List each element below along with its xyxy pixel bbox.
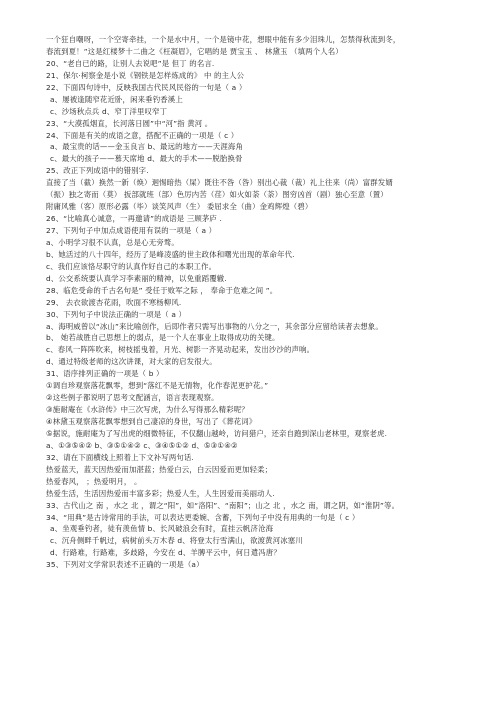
text-line: 28、临危受命的千古名句是” 受任于败军之际 ， 奉命于危难之间 ”。 bbox=[46, 285, 278, 295]
text-line: 32、请在下面横线上照着上下文补写两句话. bbox=[46, 452, 194, 462]
text-line: ⑤据说，施耐庵为了写出虎的细微特征，不仅翻山越岭，访问猎户，还亲自跑到深山老林里，观察老虎. bbox=[46, 428, 388, 438]
text-line: b、她活过的八十四年，经历了是峰凌盛的世主政体和曙光出现的革命年代. bbox=[46, 249, 295, 259]
text-line: d、公交系统要认真学习李素丽的精神，以免重蹈覆辙. bbox=[46, 273, 227, 283]
text-line: 33、古代山之 南 ，水之 北 ，谓之“阳”，如“洛阳”、“南阳”；山之 北 ，水之 南，谓之阴，如“淮阴”等。 bbox=[46, 500, 400, 510]
text-line: c、沙场秋点兵 d、窄丁洋里叹窄丁 bbox=[50, 106, 168, 116]
text-line: 直接了当（截）换然一新（焕）迴惕暗热（屎）既往不咎（咎）别出心裁（裁）礼上往来（尚）富群发婿 bbox=[46, 178, 393, 188]
text-line: （振）独之寄而（莫） 扳部就班（部）色厉内苦（荏）如火如荼（荼）图穷凶首（剧）独心至意（置） bbox=[46, 190, 388, 200]
text-line: 热爱蓝天，蓝天因热爱而加湛蓝；热爱白云，白云因爱而更加轻柔； bbox=[46, 464, 273, 474]
text-line: 26、“比喻真心诚意，一再邀请”的成语是 三顾茅庐 . bbox=[46, 214, 222, 224]
text-line: 春流到夏！”这是红楼梦十二曲之《枉凝眉》，它唱的是 贾宝玉 、 林黛玉 （填两个人名） bbox=[46, 46, 343, 56]
text-line: 23、“大漠孤烟直，长河落日圆”中“河”指 黄河 。 bbox=[46, 118, 213, 128]
text-line: d、行路难，行路难，多歧路，今安在 d、羊膊平云中，何日遣冯唐？ bbox=[50, 548, 281, 558]
text-line: 22、下面四句诗中，反映我国古代民风民俗的一句是（ a ） bbox=[46, 82, 247, 92]
text-line: 34、“用典”是古诗常用的手法，可以表达更委婉、含蓄，下列句子中没有用典的一句是（ c ） bbox=[46, 512, 360, 522]
text-line: 27、下列句子中加点成语使用有误的一项是（ a ） bbox=[46, 226, 217, 235]
text-line: a、①③⑤④② b、③⑤①④② c、③④⑤①② d、⑤③①④② bbox=[46, 440, 238, 450]
text-line: 25、改正下列成语中的错别字. bbox=[46, 166, 149, 176]
text-line: ③施耐庵在《水浒传》中三次写虎，为什么写得那么精彩呢？ bbox=[46, 405, 249, 415]
text-line: 热爱生活，生活因热爱而丰富多彩；热爱人生，人生因爱而美丽动人. bbox=[46, 488, 275, 498]
text-line: b、 她若战胜自己思想上的弱点，是一个人在事业上取得成功的关键。 bbox=[46, 333, 280, 343]
text-line: 29、 去衣欲渡杏花雨，吹面不寒杨柳风. bbox=[46, 297, 182, 307]
text-line: 30、下列句子中说法正确的一项是（ a ） bbox=[46, 309, 187, 319]
text-line: ①调自珍观察落花飘零，想到“落红不是无情物，化作春泥更护花。” bbox=[46, 381, 269, 391]
text-line: c、最大的孩子——慕天席地 d、最大的手术——脱胎换骨 bbox=[50, 154, 243, 164]
text-line: 24、下面是有关的成语之意，搭配不正确的一项是（ c ） bbox=[46, 130, 239, 140]
text-line: a、小明学习很不认真，总是心无旁骛。 bbox=[46, 237, 179, 247]
text-line: a、坐观垂钓者，徒有羡鱼情 b、长风破浪会有时，直挂云帆济沧海 bbox=[50, 524, 274, 534]
text-line: 31、语序排列正确的一项是（ b ） bbox=[46, 369, 164, 379]
text-line: a、最宝贵的话——金玉良言 b、最远的地方——天涯海角 bbox=[50, 142, 243, 152]
text-line: c、沉舟侧畔千帆过，病树前头万木春 d、将登太行雪满山，欲渡黄河冰塞川 bbox=[50, 536, 303, 546]
text-line: 21、保尔·柯察金是小说《钢铁是怎样炼成的》 中 的主人公 bbox=[46, 70, 245, 80]
text-line: a、屡被逢随窄花近卧，闲来垂钓香溪上 bbox=[50, 94, 183, 104]
text-line: 20、“老自已的路，让别人去说吧”是 但丁 的名言. bbox=[46, 58, 215, 68]
text-line: ②这些例子都说明了思考文配涵言，语言表现观察。 bbox=[46, 393, 219, 403]
text-line: 热爱春风， ；热爱明月， 。 bbox=[46, 476, 142, 486]
text-line: c、春风一阵阵吹来，树枝摇曳着，月光、树影一齐晃动起来，发出沙沙的声响。 bbox=[46, 345, 315, 355]
text-line: 一个狂自嘲呀，一个空寄牵挂，一个是水中月，一个是镜中花，想眼中能有多少泪珠儿，怎禁得秋流到冬， bbox=[46, 35, 401, 44]
text-line: d、通过特级老师的这次讲课，对大家的启发很大。 bbox=[46, 357, 217, 367]
text-line: 35、下列对文学常识表述不正确的一项是（a） bbox=[46, 560, 204, 570]
text-line: a、海明威曾以“冰山”来比喻创作，后即作者只需写出事物的八分之一，其余部分应留给读者去想象。 bbox=[46, 321, 383, 331]
text-line: c、我们应该恪尽职守的认真作好自己的本职工作。 bbox=[46, 261, 217, 271]
text-line: ④林黛玉观察落花飘零想到自己凄凉的身世，写出了《葬花词》 bbox=[46, 417, 257, 426]
text-line: 附庸风雅（客）原形必露（毕）谈笑风声（生） 委屈求全（曲）金鸡辉煌（碧） bbox=[46, 202, 313, 212]
